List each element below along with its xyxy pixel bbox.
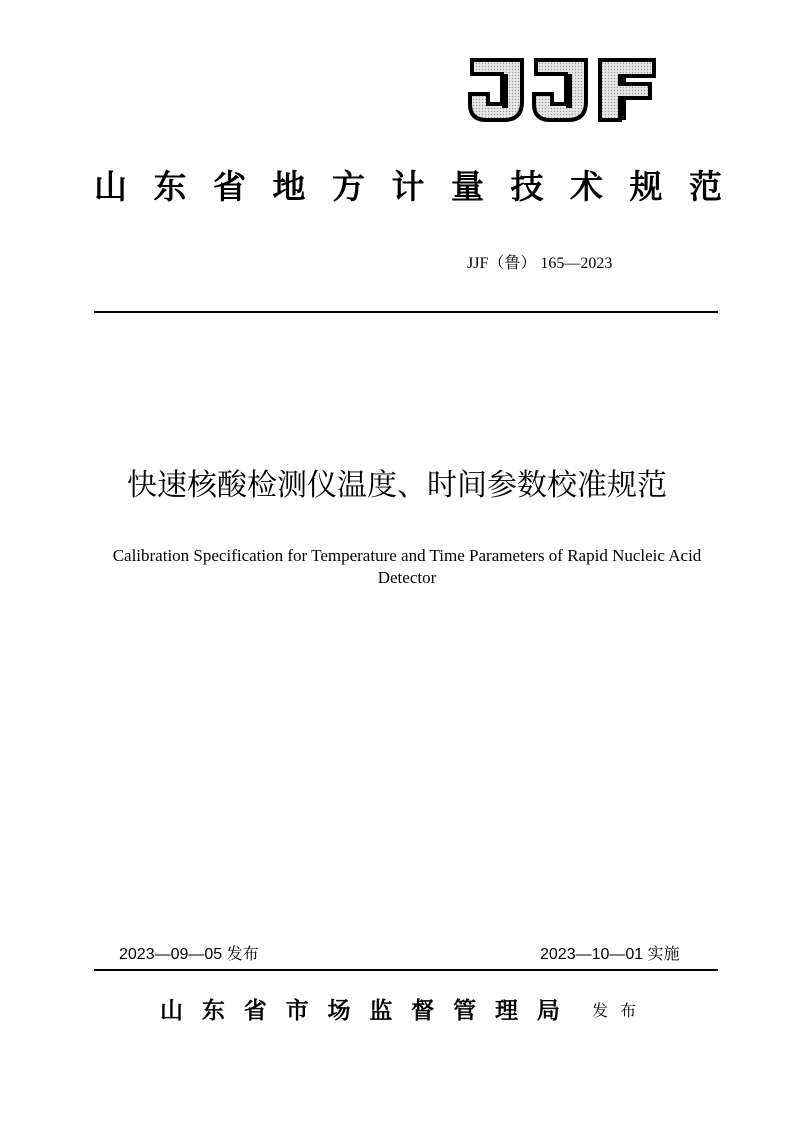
standard-series-char: 技 [510, 166, 544, 206]
document-title-chinese: 快速核酸检测仪温度、时间参数校准规范 [127, 468, 667, 503]
issuer-char: 局 [536, 996, 560, 1024]
standard-series-char: 方 [332, 166, 365, 206]
logo-letter-f [600, 60, 654, 120]
standard-series-char: 术 [570, 166, 603, 206]
issuer-char: 监 [369, 996, 393, 1024]
issuer-action-label: 发布 [592, 1001, 649, 1020]
issuing-authority [160, 992, 560, 1028]
standard-series-char: 量 [451, 166, 484, 206]
footer-divider [94, 969, 718, 971]
effective-date: 2023—10—01 实施 [540, 946, 680, 963]
issuer-char: 东 [201, 996, 225, 1024]
standard-code: JJF（鲁） 165—2023 [467, 255, 613, 272]
issue-date: 2023—09—05 发布 [119, 946, 259, 963]
issuer-char: 管 [453, 996, 477, 1024]
document-title-english: Calibration Specification for Temperature and Time Parameters of Rapid Nucleic Acid Detector [112, 546, 702, 587]
standard-series-char: 范 [689, 166, 722, 206]
issuer-char: 场 [327, 996, 351, 1024]
logo-letter-j1 [470, 60, 522, 120]
standard-series-title [94, 160, 722, 212]
issuer-char: 理 [495, 996, 518, 1024]
logo-letter-j2 [534, 60, 586, 120]
issuer-char: 省 [243, 996, 267, 1024]
standard-series-char: 地 [272, 166, 306, 206]
header-divider [94, 311, 718, 313]
issuer-char: 山 [160, 996, 183, 1024]
standard-series-char: 东 [153, 166, 187, 206]
jjf-logo [466, 56, 658, 124]
standard-series-char: 规 [629, 166, 663, 206]
issuer-char: 督 [411, 996, 435, 1024]
standard-series-char: 省 [213, 166, 246, 206]
standard-series-char: 计 [391, 166, 425, 206]
standard-series-char: 山 [94, 166, 127, 206]
issuer-char: 市 [285, 996, 309, 1024]
